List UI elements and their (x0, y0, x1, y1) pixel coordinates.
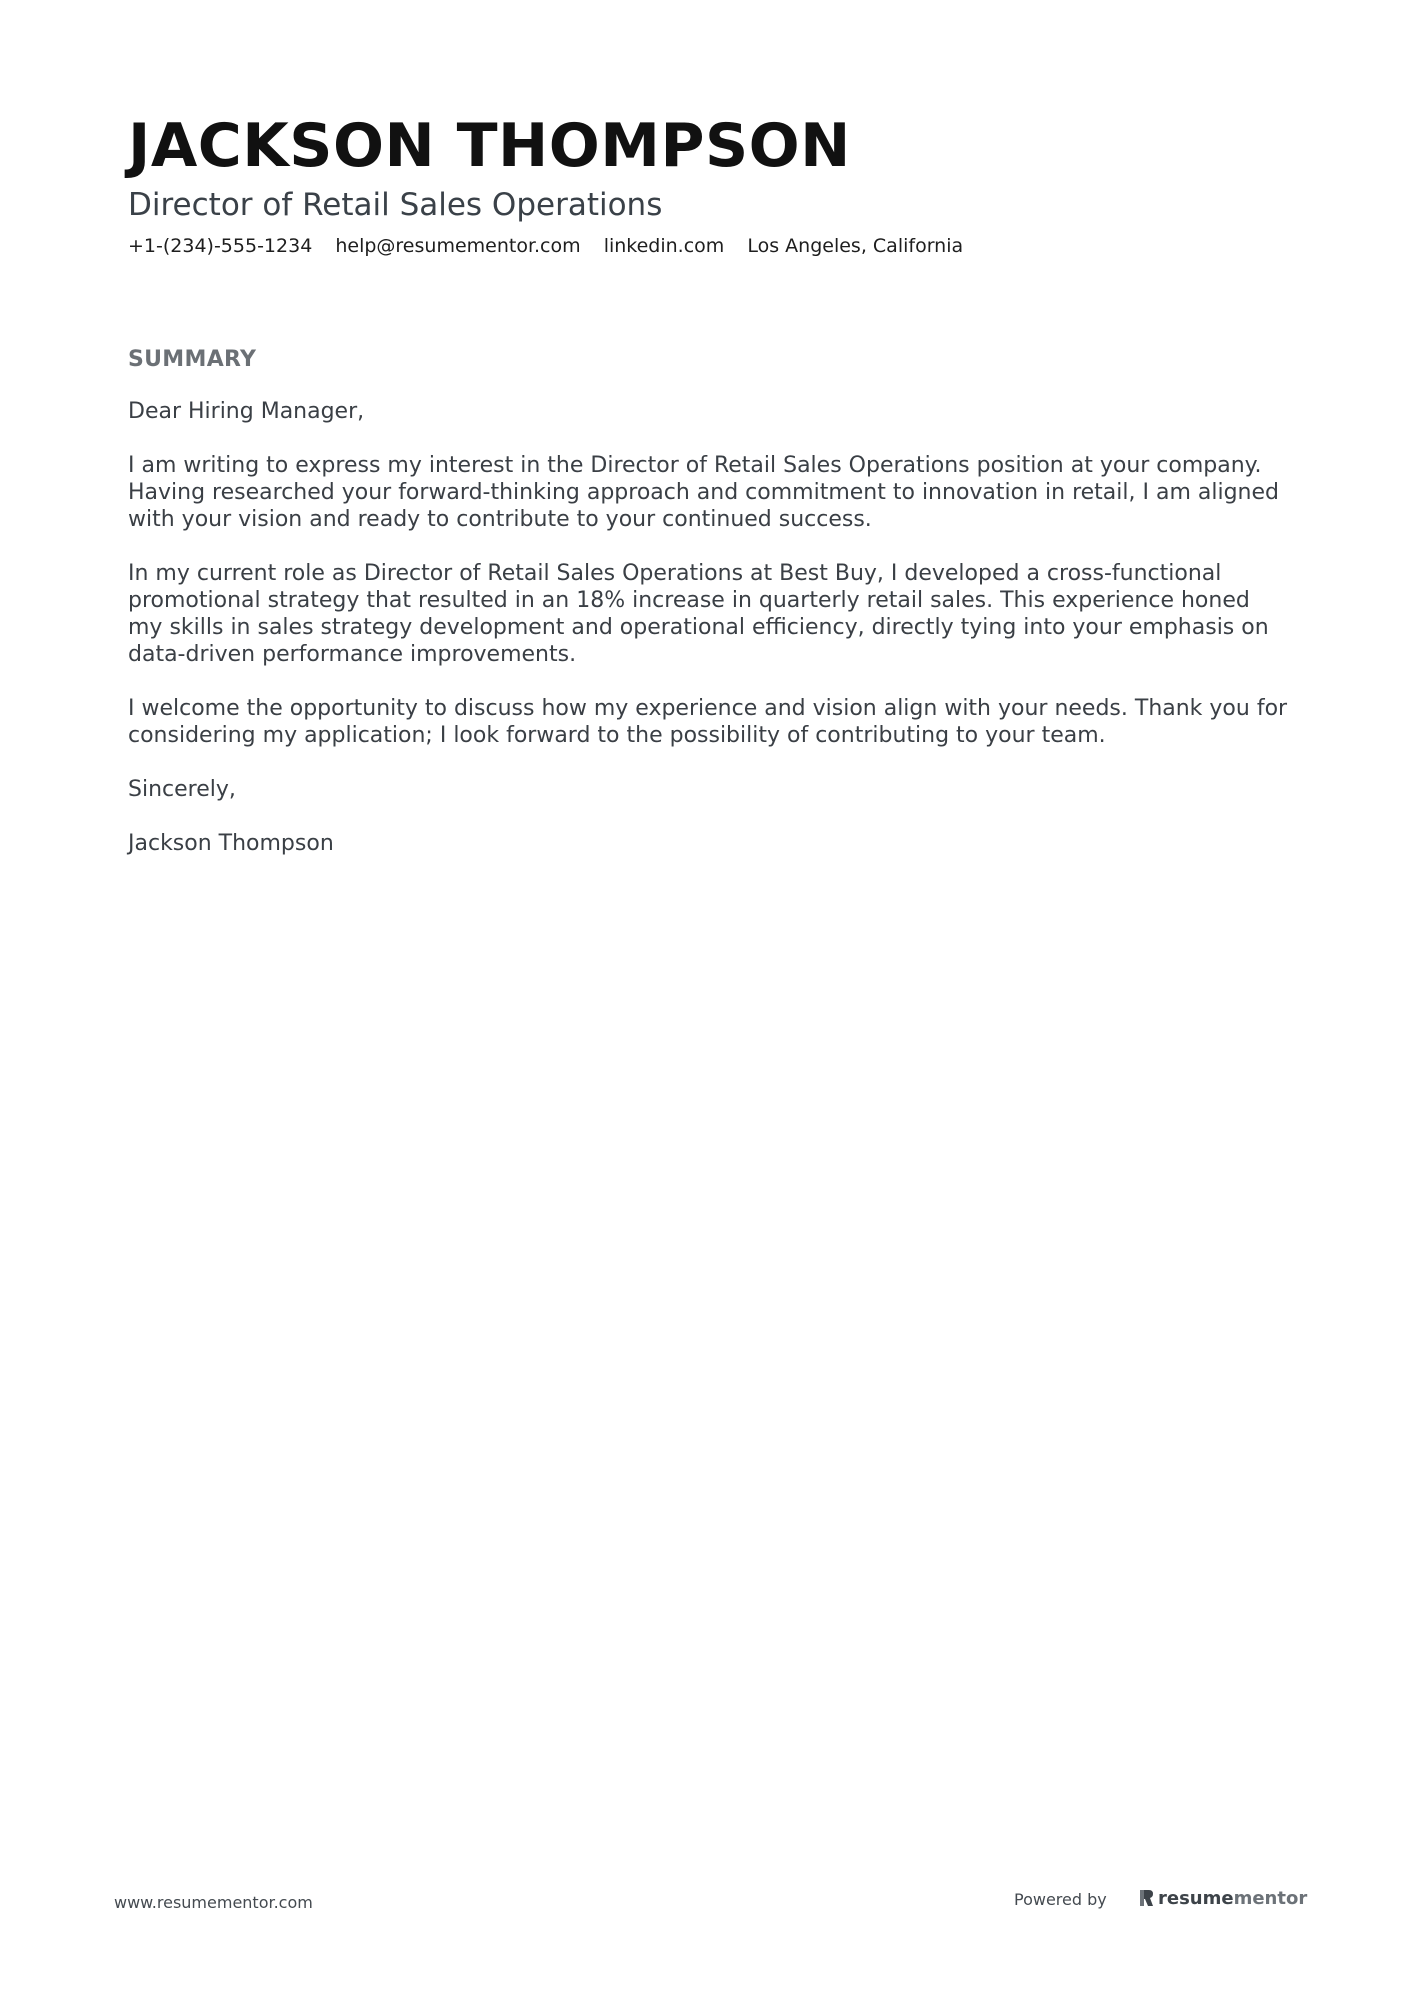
contact-location: Los Angeles, California (747, 235, 964, 257)
brand-name-part1: resume (1158, 1887, 1234, 1909)
section-heading-summary: SUMMARY (128, 347, 257, 372)
candidate-title: Director of Retail Sales Operations (128, 187, 663, 223)
contact-email: help@resumementor.com (335, 235, 581, 257)
letter-signature: Jackson Thompson (128, 831, 334, 856)
contact-info (128, 233, 980, 259)
footer-website-link[interactable]: www.resumementor.com (114, 1893, 313, 1912)
powered-by-label: Powered by (1014, 1890, 1107, 1909)
candidate-name: JACKSON THOMPSON (128, 111, 851, 181)
letter-paragraph: I am writing to express my interest in the Director of Retail Sales Operations position at your company. Having researched your forward-thinking approach and commitment to innovation in retail, I am aligned with your vision and ready to contribute to your continued success. (128, 453, 1280, 532)
resumementor-brand[interactable] (1138, 1885, 1307, 1911)
contact-phone: +1-(234)-555-1234 (128, 235, 313, 257)
letter-paragraph: I welcome the opportunity to discuss how my experience and vision align with your needs. Thank you for considering my application; I look forward to the possibility of contributing to your team. (128, 696, 1288, 748)
letter-paragraph: In my current role as Director of Retail Sales Operations at Best Buy, I developed a cross-functional promotional strategy that resulted in an 18% increase in quarterly retail sales. This experience honed my skills in sales strategy development and operational efficiency, directly tying into your emphasis on data-driven performance improvements. (128, 561, 1269, 667)
letter-closing: Sincerely, (128, 777, 236, 802)
brand-name-part2: mentor (1233, 1887, 1308, 1909)
letter-body (128, 398, 1288, 884)
contact-linkedin: linkedin.com (603, 235, 725, 257)
letter-greeting: Dear Hiring Manager, (128, 399, 365, 424)
resumementor-logo-icon (1138, 1888, 1154, 1908)
